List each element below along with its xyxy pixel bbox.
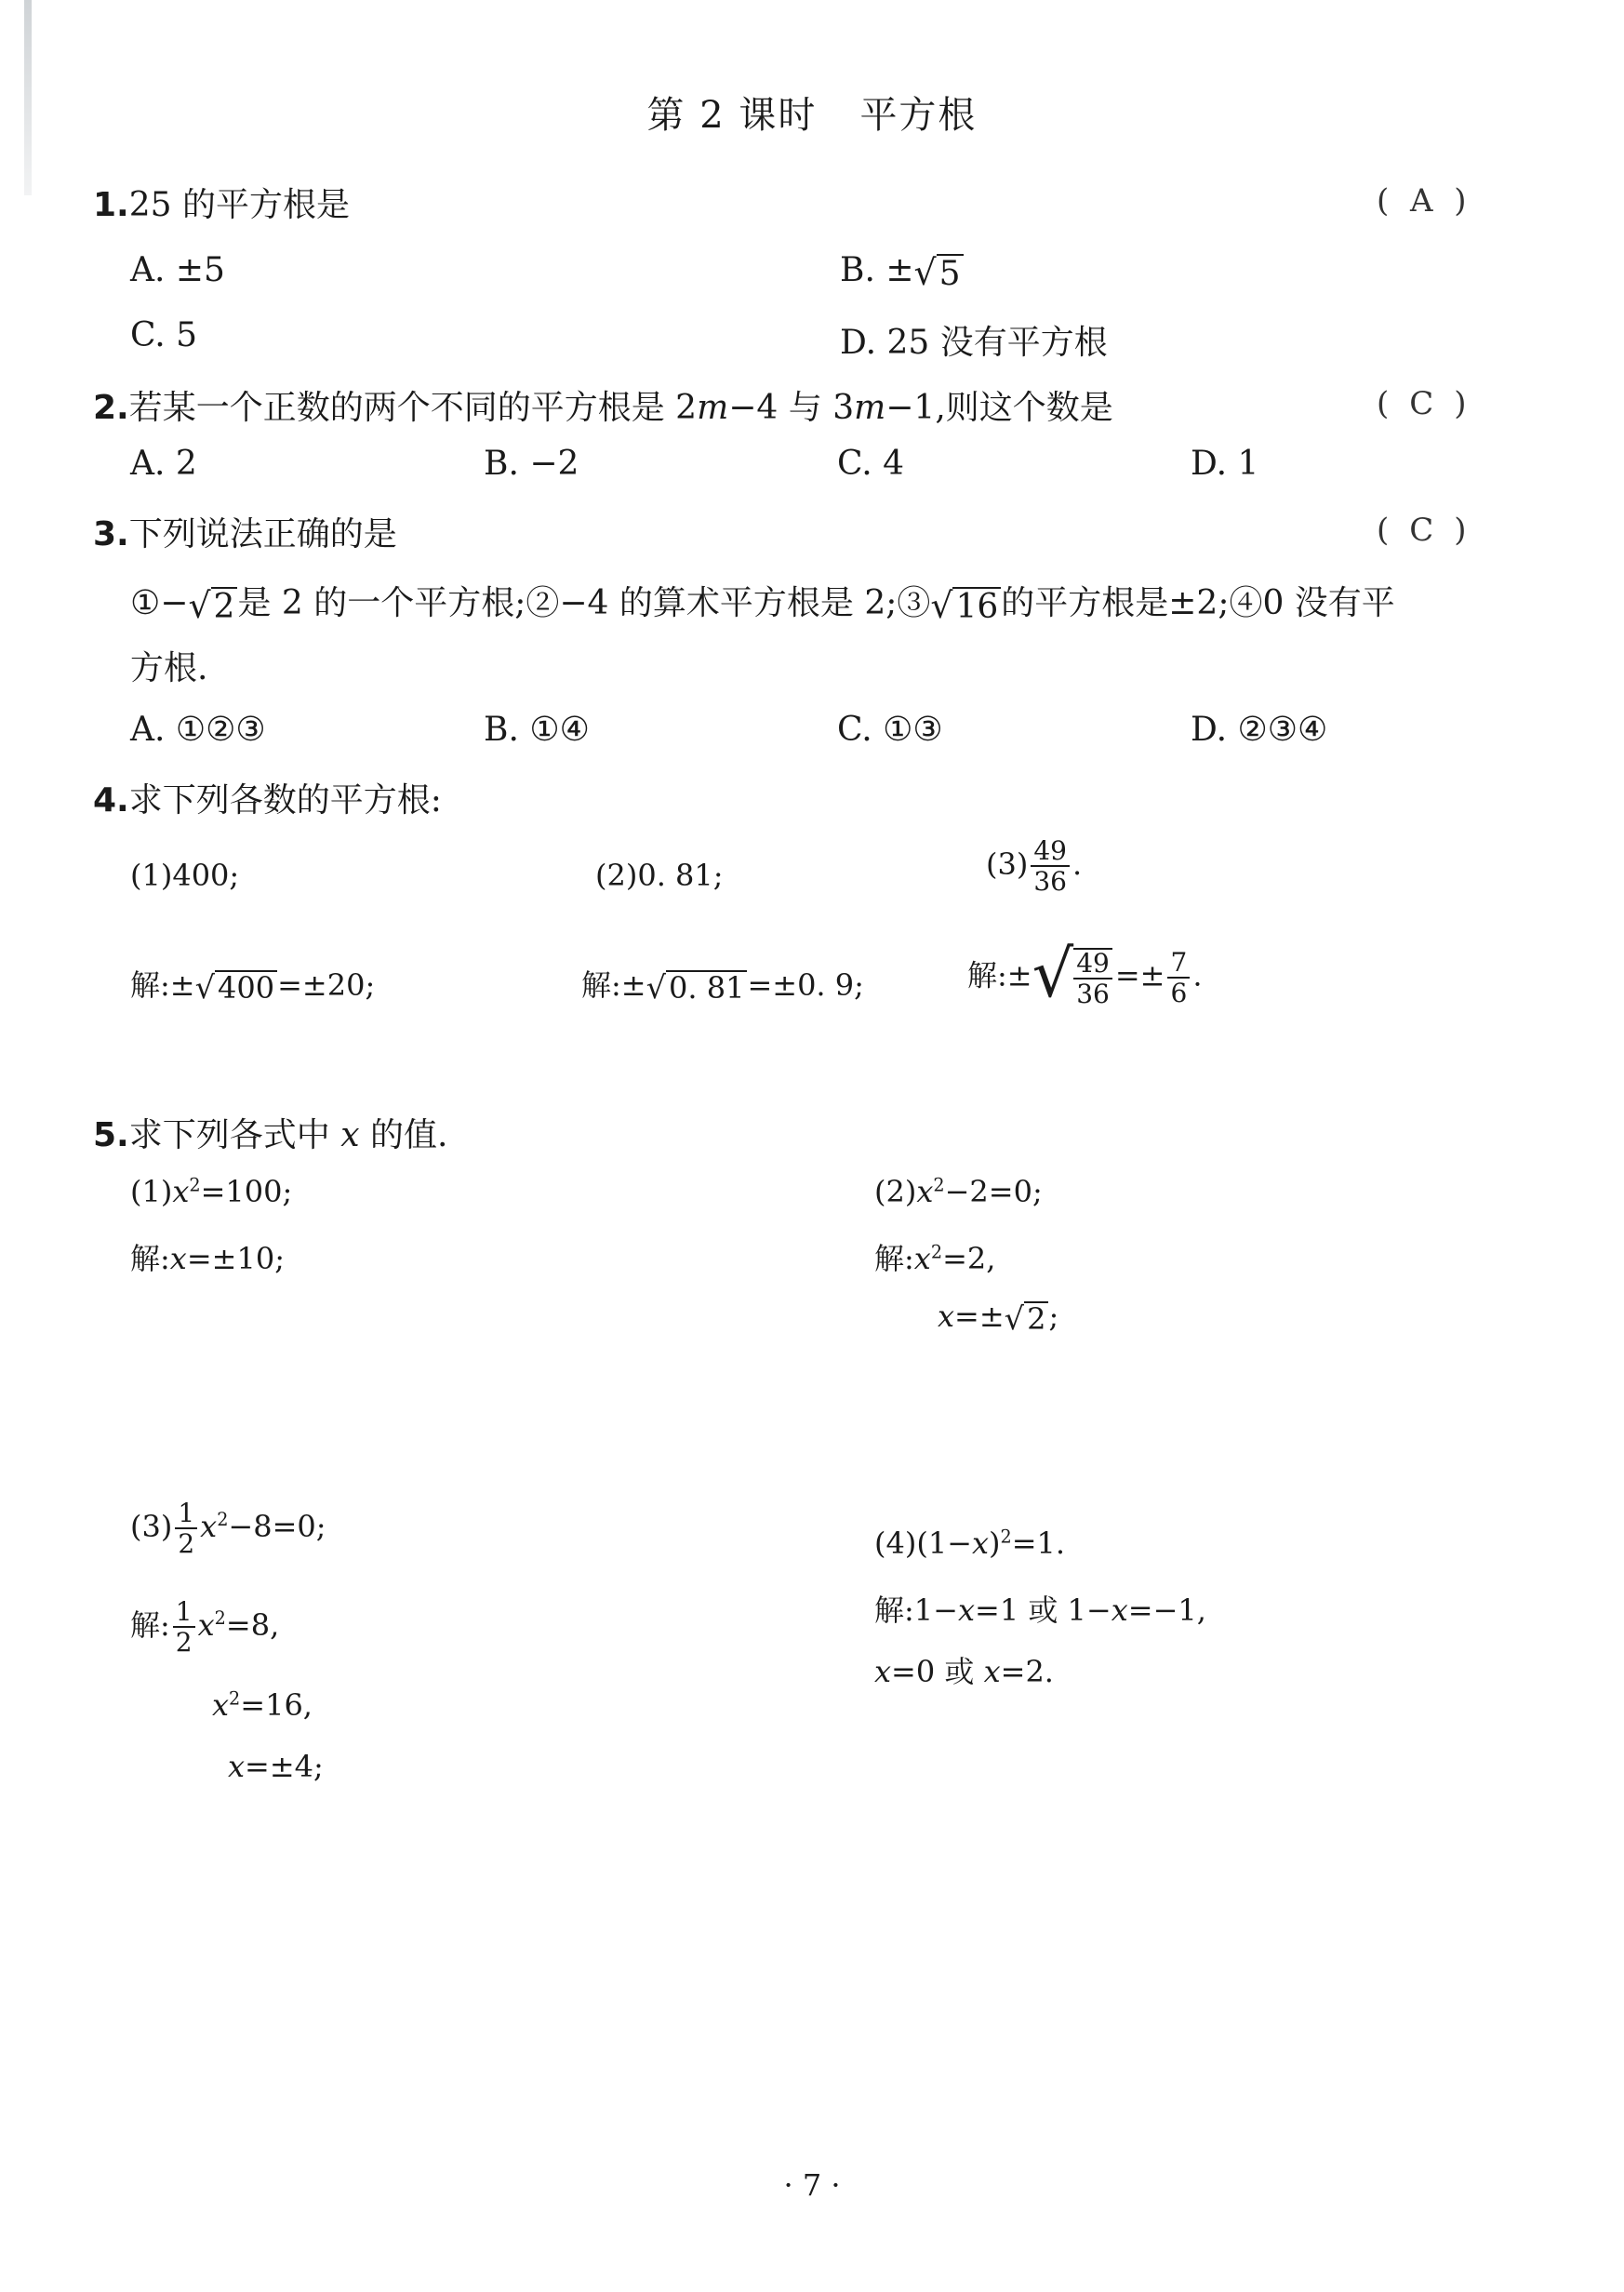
question-5-solution-2-line-1: 解$:x^2=2$,: [874, 1241, 996, 1276]
question-number: 3.: [93, 515, 129, 553]
answer-letter: C: [1409, 385, 1434, 422]
option-b: B. ①④: [484, 711, 590, 749]
question-3-statements: [130, 577, 1395, 626]
question-4-solution-1: [130, 962, 375, 1006]
option-c: C. ①③: [837, 711, 943, 749]
question-1-stem: [93, 179, 350, 226]
variable-x: x: [938, 1299, 955, 1334]
question-3-stem: [93, 508, 397, 555]
question-3-answer: ( C ): [1377, 512, 1467, 549]
solution-text: =±: [954, 1299, 1005, 1334]
question-5-stem: [93, 1109, 447, 1156]
punctuation: .: [1192, 957, 1203, 993]
question-5-part-4: $(4)(1-x)^2=1$.: [874, 1526, 1066, 1561]
solution-text: 解:1−: [874, 1592, 958, 1628]
variable-x: x: [1111, 1592, 1128, 1628]
sqrt-symbol: √5: [914, 252, 964, 293]
question-4-part-2: (2)0. 81;: [595, 858, 724, 893]
solution-text: =1 或 1−: [975, 1592, 1112, 1628]
stem-text: −1,则这个数是: [885, 389, 1113, 427]
question-number: 4.: [93, 781, 129, 820]
stem-text: 的值.: [369, 1116, 448, 1154]
solution-text: =0 或: [891, 1654, 984, 1689]
option-d: D. 25 没有平方根: [840, 324, 1108, 362]
option-c: C. 4: [837, 445, 905, 483]
option-a: A. ①②③: [130, 711, 266, 749]
statement-text: 是 2 的一个平方根;②−4 的算术平方根是 2;③: [237, 584, 931, 622]
option-b: [840, 251, 964, 293]
equation-text: −8=0;: [228, 1508, 326, 1544]
fraction: [1167, 946, 1190, 1008]
stem-text: 求下列各数的平方根:: [128, 781, 442, 820]
radicand: 5: [937, 254, 964, 293]
page-number: · 7 ·: [783, 2167, 841, 2203]
solution-text: 解:±: [581, 967, 646, 1003]
question-4-solution-3: [967, 936, 1203, 1012]
solution-text: =8,: [225, 1606, 280, 1643]
stem-text: −4 与 3: [728, 389, 855, 427]
radicand: 2: [1024, 1301, 1048, 1336]
option-b-prefix: B. ±: [840, 251, 914, 289]
option-a: A. ±5: [130, 251, 225, 289]
solution-text: =2.: [1000, 1654, 1054, 1689]
question-5-solution-2-line-2: [938, 1299, 1058, 1337]
topic-label: 平方根: [859, 94, 978, 137]
question-4-stem: [93, 774, 442, 821]
question-5-solution-1: [130, 1235, 285, 1278]
solution-text: =2,: [942, 1241, 996, 1276]
question-number: 1.: [93, 186, 129, 224]
radicand: 2: [211, 587, 238, 626]
stem-text: 下列说法正确的是: [128, 515, 397, 553]
variable-m: m: [854, 389, 886, 427]
solution-text: 解:: [874, 1241, 914, 1276]
solution-text: =±20;: [277, 967, 376, 1003]
variable-x: x: [913, 1241, 931, 1276]
fraction: [175, 1499, 197, 1558]
question-4-part-3: [986, 837, 1082, 896]
question-5-solution-3-line-3: [228, 1749, 324, 1784]
question-3-statements-line2: 方根.: [130, 649, 208, 687]
fraction: [1073, 948, 1112, 1008]
denominator: 36: [1033, 866, 1067, 898]
question-5-part-3: (3) $\frac{1}{2}$ $x^2-8=0$;: [130, 1498, 326, 1560]
variable-x: x: [172, 1174, 190, 1209]
option-a: A. 2: [130, 445, 197, 483]
part-label: (1): [130, 1174, 173, 1209]
solution-text: 解:: [130, 1606, 170, 1643]
variable-x: x: [971, 1526, 990, 1561]
numerator: 1: [175, 1499, 197, 1529]
answer-letter: A: [1409, 182, 1433, 220]
sqrt-symbol: √0. 81: [646, 969, 748, 1006]
solution-text: =−1,: [1127, 1592, 1206, 1628]
numerator: 1: [173, 1598, 195, 1628]
numerator: 49: [1073, 950, 1112, 979]
question-number: 2.: [93, 389, 129, 427]
solution-text: =±0. 9;: [747, 967, 864, 1003]
denominator: 36: [1076, 979, 1110, 1009]
variable-x: x: [197, 1606, 215, 1643]
question-5-solution-4-line-2: [874, 1648, 1054, 1691]
denominator: 6: [1170, 978, 1188, 1008]
sqrt-symbol: √2: [188, 585, 237, 626]
sqrt-symbol: √400: [195, 969, 277, 1006]
radicand: 16: [952, 587, 1001, 626]
question-5-solution-3-line-1: 解: $\frac{1}{2}$ $x^2=8$,: [130, 1596, 280, 1659]
answer-letter: C: [1409, 512, 1434, 549]
option-d: D. 1: [1191, 445, 1259, 483]
equation-text: =100;: [200, 1174, 293, 1209]
statement-text: ①−: [130, 584, 189, 622]
variable-x: x: [957, 1592, 976, 1628]
question-2-answer: ( C ): [1377, 385, 1467, 422]
stem-text: 25 的平方根是: [128, 186, 350, 224]
option-c: C. 5: [130, 316, 198, 354]
denominator: 2: [175, 1627, 193, 1659]
variable-x: x: [916, 1174, 934, 1209]
part-label: (4)(1−: [874, 1526, 972, 1561]
sqrt-symbol: √16: [930, 585, 1001, 626]
variable-x: x: [983, 1654, 1001, 1689]
solution-text: =±4;: [245, 1749, 324, 1784]
page-title: [0, 86, 1624, 139]
question-5-part-1: $(1)x^2=100$;: [130, 1174, 293, 1209]
part-label: (2): [874, 1174, 917, 1209]
numerator: 49: [1031, 837, 1070, 867]
solution-text: =±10;: [186, 1241, 285, 1276]
question-5-part-2: $(2)x^2-2=0$;: [874, 1174, 1043, 1209]
punctuation: .: [1072, 846, 1083, 882]
statement-text: 的平方根是±2;④0 没有平: [1001, 584, 1395, 622]
option-b: B. −2: [484, 445, 579, 483]
radicand: 400: [215, 970, 277, 1005]
part-label: (3): [130, 1508, 173, 1544]
part-label: (3): [986, 846, 1029, 882]
lesson-label: 第 2 课时: [646, 94, 818, 137]
sqrt-symbol: √2: [1005, 1300, 1049, 1337]
variable-x: x: [340, 1116, 360, 1154]
fraction: [173, 1598, 195, 1657]
solution-text: 解:: [130, 1241, 170, 1276]
stem-text: 若某一个正数的两个不同的平方根是 2: [128, 389, 698, 427]
stem-text: 求下列各式中: [128, 1116, 330, 1154]
variable-x: x: [228, 1749, 246, 1784]
question-2-stem: [93, 381, 1113, 429]
variable-m: m: [697, 389, 729, 427]
question-4-part-1: (1)400;: [130, 858, 240, 893]
option-d: D. ②③④: [1191, 711, 1328, 749]
fraction: [1031, 837, 1070, 896]
numerator: 7: [1167, 949, 1190, 979]
solution-text: 解:±: [130, 967, 195, 1003]
question-5-solution-4-line-1: [874, 1587, 1206, 1630]
punctuation: ;: [1048, 1299, 1059, 1334]
solution-text: 解:±: [967, 957, 1032, 993]
question-number: 5.: [93, 1116, 129, 1154]
equation-text: ): [989, 1526, 1001, 1561]
variable-x: x: [212, 1687, 230, 1723]
sqrt-symbol: √: [1032, 936, 1074, 1012]
question-1-answer: ( A ): [1377, 182, 1467, 220]
solution-text: =±: [1114, 957, 1165, 993]
solution-text: =16,: [240, 1687, 313, 1723]
question-4-solution-2: [581, 962, 864, 1006]
equation-text: =1.: [1011, 1526, 1066, 1561]
radicand: 0. 81: [666, 970, 747, 1005]
question-5-solution-3-line-2: $x^2=16$,: [212, 1687, 313, 1723]
variable-x: x: [200, 1508, 218, 1544]
denominator: 2: [178, 1528, 195, 1560]
equation-text: −2=0;: [944, 1174, 1043, 1209]
variable-x: x: [169, 1241, 187, 1276]
variable-x: x: [874, 1654, 892, 1689]
